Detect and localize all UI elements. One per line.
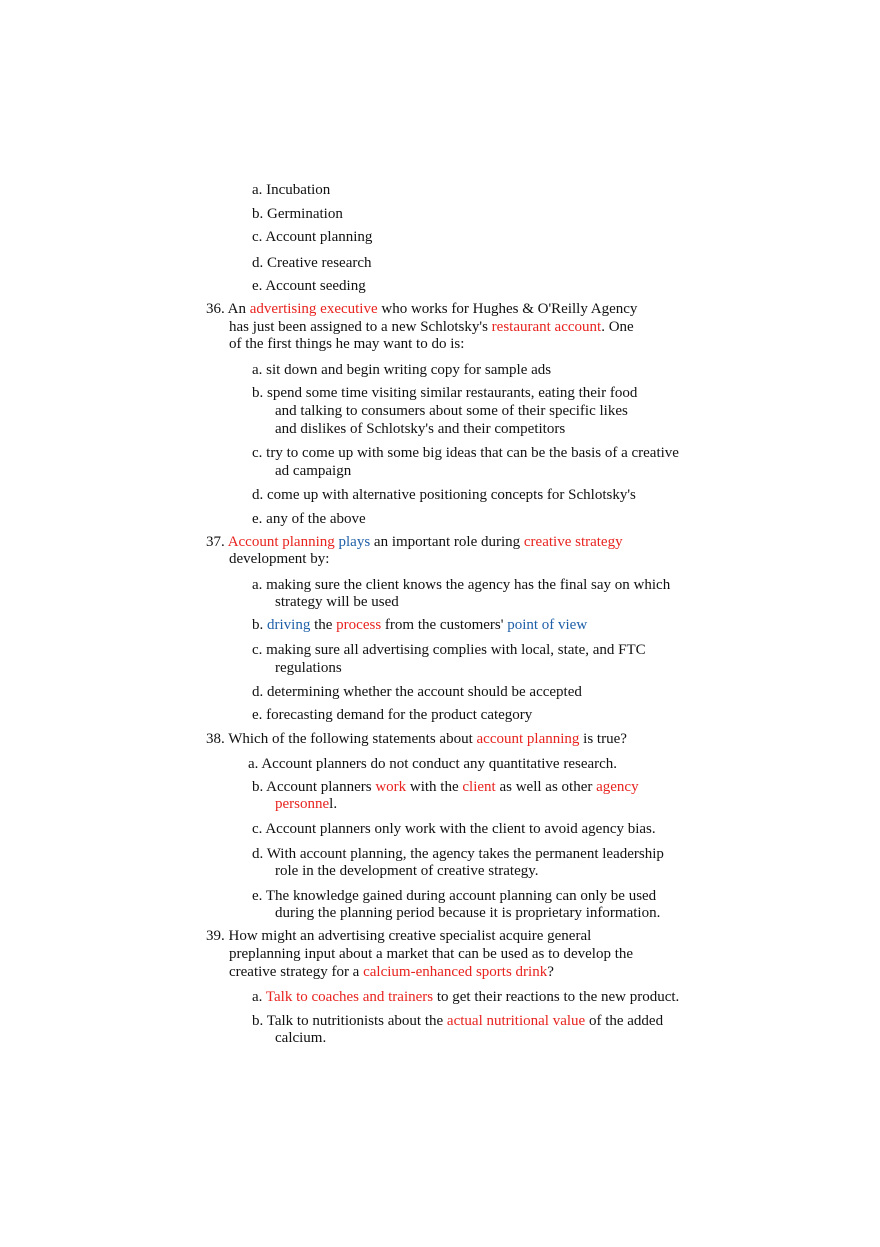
q38-option-e: e. The knowledge gained during account planning can only be used: [252, 888, 657, 904]
q37-option-c-cont: regulations: [275, 660, 342, 676]
q38-option-b: b. Account planners work with the client as well as other agency: [252, 779, 639, 795]
q37-option-a: a. making sure the client knows the agency has the final say on which: [252, 577, 671, 593]
q36-option-a: a. sit down and begin writing copy for sample ads: [252, 362, 552, 378]
q37-option-a-cont: strategy will be used: [275, 594, 399, 610]
q36-option-b-cont-1: and talking to consumers about some of their specific likes: [275, 403, 628, 419]
q39-stem-line-1: 39. How might an advertising creative specialist acquire general: [206, 928, 592, 944]
q36-stem-line-3: of the first things he may want to do is:: [229, 336, 465, 352]
q38-option-b-cont: personnel.: [275, 796, 338, 812]
q36-stem-line-1: 36. An advertising executive who works for Hughes & O'Reilly Agency: [206, 301, 638, 317]
q39-option-b-cont: calcium.: [275, 1030, 327, 1046]
q38-option-d: d. With account planning, the agency takes the permanent leadership: [252, 846, 664, 862]
q37-option-c: c. making sure all advertising complies with local, state, and FTC: [252, 642, 646, 658]
q36-option-b-cont-2: and dislikes of Schlotsky's and their competitors: [275, 421, 566, 437]
q38-option-c: c. Account planners only work with the client to avoid agency bias.: [252, 821, 656, 837]
q37-option-b: b. driving the process from the customers' point of view: [252, 617, 588, 633]
q36-stem-line-2: has just been assigned to a new Schlotsky's restaurant account. One: [229, 319, 634, 335]
q36-option-c-cont: ad campaign: [275, 463, 352, 479]
q36-option-e: e. any of the above: [252, 511, 366, 527]
q35-option-a: a. Incubation: [252, 182, 331, 198]
q38-option-d-cont: role in the development of creative strategy.: [275, 863, 539, 879]
q38-option-a: a. Account planners do not conduct any quantitative research.: [248, 756, 618, 772]
q38-option-e-cont: during the planning period because it is proprietary information.: [275, 905, 661, 921]
q37-stem-line-1: 37. Account planning plays an important role during creative strategy: [206, 534, 623, 550]
q36-option-d: d. come up with alternative positioning concepts for Schlotsky's: [252, 487, 636, 503]
q37-option-e: e. forecasting demand for the product category: [252, 707, 533, 723]
q39-option-b: b. Talk to nutritionists about the actual nutritional value of the added: [252, 1013, 664, 1029]
q39-stem-line-2: preplanning input about a market that can be used as to develop the: [229, 946, 634, 962]
q35-option-d: d. Creative research: [252, 255, 372, 271]
q39-option-a: a. Talk to coaches and trainers to get their reactions to the new product.: [252, 989, 680, 1005]
q35-option-c: c. Account planning: [252, 229, 373, 245]
q39-stem-line-3: creative strategy for a calcium-enhanced sports drink?: [229, 964, 554, 980]
q36-option-b: b. spend some time visiting similar restaurants, eating their food: [252, 385, 638, 401]
q37-option-d: d. determining whether the account should be accepted: [252, 684, 582, 700]
q35-option-e: e. Account seeding: [252, 278, 366, 294]
q35-option-b: b. Germination: [252, 206, 343, 222]
q37-stem-line-2: development by:: [229, 551, 330, 567]
q36-option-c: c. try to come up with some big ideas that can be the basis of a creative: [252, 445, 679, 461]
q38-stem: 38. Which of the following statements about account planning is true?: [206, 731, 627, 747]
